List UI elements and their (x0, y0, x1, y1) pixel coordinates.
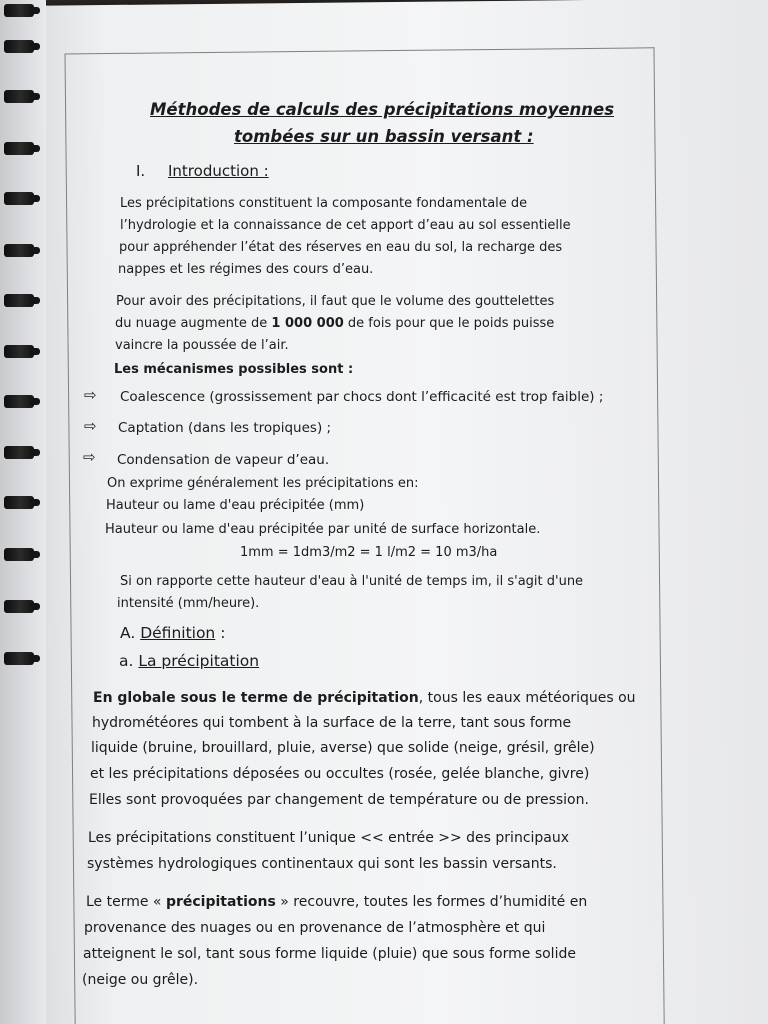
subsection-a-heading (120, 624, 225, 642)
binding-ring (4, 142, 34, 155)
intensity-line-1: Si on rapporte cette hauteur d'eau à l'unité de temps im, il s'agit d'une (120, 574, 584, 589)
binding-ring (4, 600, 34, 613)
section-number: I. (136, 162, 146, 180)
expression-line-3: Hauteur ou lame d'eau précipitée par unité de surface horizontale. (105, 522, 541, 537)
mechanism-item: Coalescence (grossissement par chocs dont l’efficacité est trop faible) ; (120, 389, 604, 405)
term-line-1 (86, 894, 587, 910)
term-line-3: atteignent le sol, tant sous forme liquide (pluie) que sous forme solide (83, 946, 576, 962)
binding-ring (4, 446, 34, 459)
droplet-factor: 1 000 000 (271, 316, 344, 331)
definition-line-1 (93, 690, 636, 706)
subsection-a-colon: : (215, 624, 226, 642)
arrow-bullet-icon: ⇨ (83, 448, 96, 466)
droplet-line-2 (115, 316, 554, 331)
intro-line-3: pour appréhender l’état des réserves en eau du sol, la recharge des (119, 240, 563, 255)
binding-ring (4, 395, 34, 408)
subsection-small-a-heading (119, 652, 259, 670)
arrow-bullet-icon: ⇨ (84, 417, 97, 435)
binding-ring (4, 244, 34, 257)
subsection-small-a-title: La précipitation (138, 652, 260, 670)
binding-ring (4, 40, 34, 53)
document-title-line-1: Méthodes de calculs des précipitations moyennes (150, 100, 615, 119)
droplet-line-2-start: du nuage augmente de (115, 316, 272, 331)
binding-ring (4, 345, 34, 358)
spiral-binding (0, 0, 46, 1024)
subsection-a-letter: A. (120, 624, 136, 642)
intro-line-1: Les précipitations constituent la composante fondamentale de (120, 196, 528, 211)
binding-ring (4, 652, 34, 665)
droplet-line-1: Pour avoir des précipitations, il faut que le volume des gouttelettes (116, 294, 555, 309)
intro-line-4: nappes et les régimes des cours d’eau. (118, 262, 374, 277)
mechanism-item: Captation (dans les tropiques) ; (118, 420, 332, 436)
definition-lead: En globale sous le terme de précipitation (93, 690, 419, 706)
definition-line-3: liquide (bruine, brouillard, pluie, averse) que solide (neige, grésil, grêle) (91, 740, 595, 756)
binding-ring (4, 548, 34, 561)
binding-ring (4, 4, 34, 17)
term-line-1-end: » recouvre, toutes les formes d’humidité en (275, 894, 588, 910)
intro-line-2: l’hydrologie et la connaissance de cet apport d’eau au sol essentielle (120, 218, 571, 233)
document-title-line-2: tombées sur un bassin versant : (234, 127, 534, 146)
subsection-a-title: Définition (140, 624, 216, 642)
section-title-introduction: Introduction : (168, 162, 269, 180)
definition-line-1-rest: , tous les eaux météoriques ou (418, 690, 636, 706)
subsection-small-a-letter: a. (119, 652, 134, 670)
binding-ring (4, 496, 34, 509)
intensity-line-2: intensité (mm/heure). (117, 596, 260, 611)
binding-ring (4, 192, 34, 205)
mechanism-item: Condensation de vapeur d’eau. (117, 452, 330, 468)
term-line-2: provenance des nuages ou en provenance de l’atmosphère et qui (84, 920, 546, 936)
definition-line-5: Elles sont provoquées par changement de température ou de pression. (89, 792, 589, 808)
binding-ring (4, 294, 34, 307)
droplet-line-3: vaincre la poussée de l’air. (115, 338, 289, 353)
input-line-2: systèmes hydrologiques continentaux qui sont les bassin versants. (87, 856, 557, 872)
term-line-1-start: Le terme « (86, 894, 166, 910)
expression-line-1: On exprime généralement les précipitations en: (107, 476, 419, 491)
mechanisms-heading: Les mécanismes possibles sont : (114, 362, 354, 377)
input-line-1: Les précipitations constituent l’unique << entrée >> des principaux (88, 830, 570, 846)
term-line-4: (neige ou grêle). (82, 972, 199, 988)
droplet-line-2-end: de fois pour que le poids puisse (343, 316, 555, 331)
binding-ring (4, 90, 34, 103)
term-keyword: précipitations (165, 894, 276, 910)
arrow-bullet-icon: ⇨ (84, 386, 97, 404)
definition-line-4: et les précipitations déposées ou occultes (rosée, gelée blanche, givre) (90, 766, 590, 782)
expression-line-2: Hauteur ou lame d'eau précipitée (mm) (106, 498, 365, 513)
definition-line-2: hydrométéores qui tombent à la surface de la terre, tant sous forme (92, 715, 572, 731)
unit-conversion-formula: 1mm = 1dm3/m2 = 1 l/m2 = 10 m3/ha (240, 545, 498, 560)
